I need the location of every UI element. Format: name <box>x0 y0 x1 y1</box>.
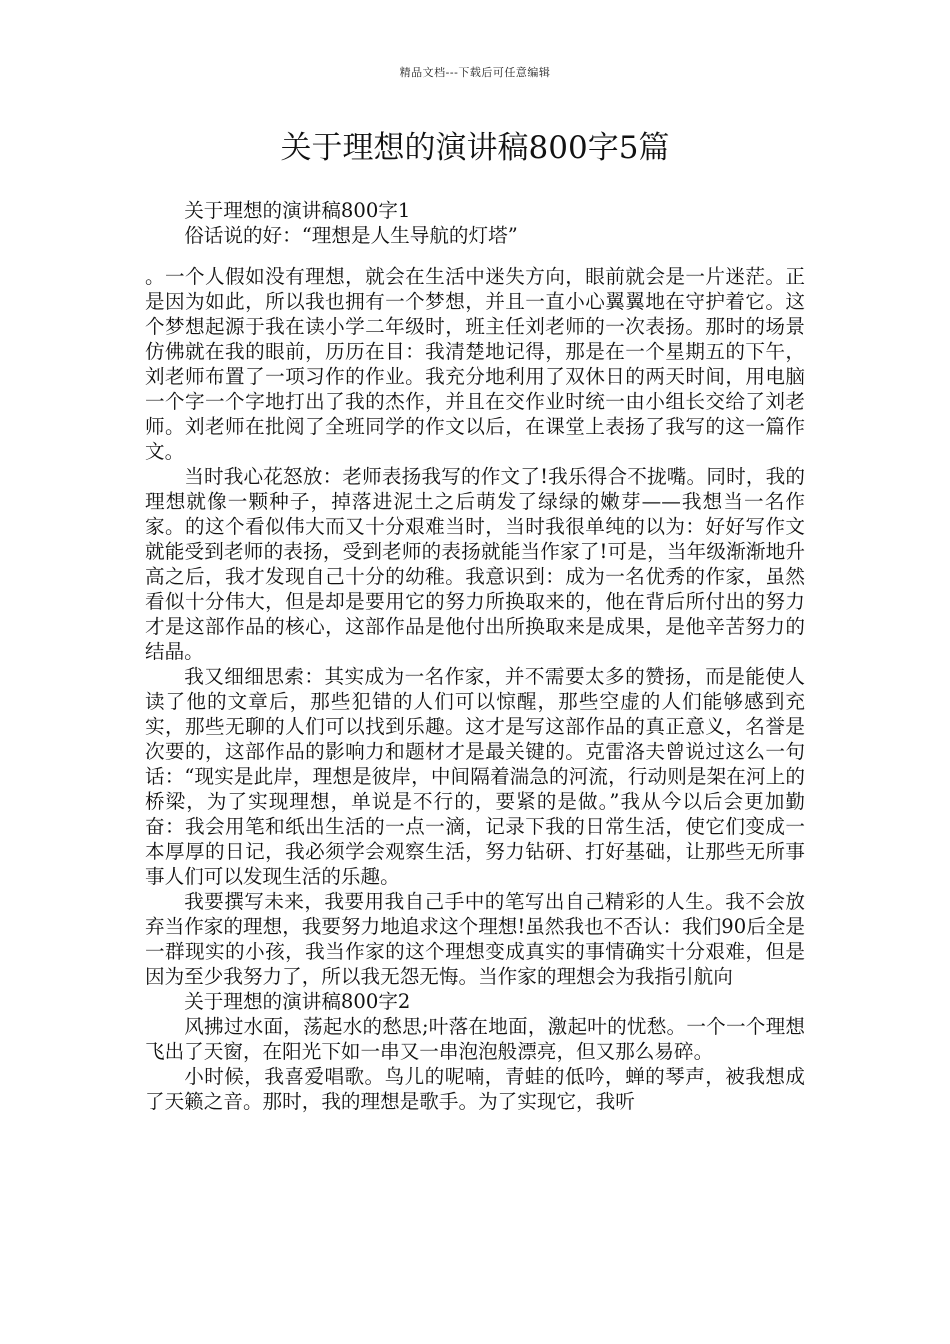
section-heading-1: 关于理想的演讲稿800字1 <box>184 199 411 222</box>
section-heading-2: 关于理想的演讲稿800字2 <box>184 990 411 1013</box>
document-title: 关于理想的演讲稿800字5篇 <box>280 130 670 166</box>
paragraph: 小时候，我喜爱唱歌。鸟儿的呢喃，青蛙的低吟，蝉的琴声，被我想成了天籁之音。那时，我的理想是歌手。为了实现它，我听 <box>145 1065 805 1113</box>
paragraph: 我要撰写未来，我要用我自己手中的笔写出自己精彩的人生。我不会放弃当作家的理想，我要努力地追求这个理想!虽然我也不否认：我们90后全是一群现实的小孩，我当作家的这个理想变成真实的事情确实十分艰难，但是因为至少我努力了，所以我无怨无悔。当作家的理想会为我指引航向 <box>145 890 805 988</box>
paragraph: 我又细细思索：其实成为一名作家，并不需要太多的赞扬，而是能使人读了他的文章后，那些犯错的人们可以惊醒，那些空虚的人们能够感到充实，那些无聊的人们可以找到乐趣。这才是写这部作品的真正意义，名誉是次要的，这部作品的影响力和题材才是最关键的。克雷洛夫曾说过这么一句话：“现实是此岸，理想是彼岸，中间隔着湍急的河流，行动则是架在河上的桥梁，为了实现理想，单说是不行的，要紧的是做。”我从今以后会更加勤奋：我会用笔和纸出生活的一点一滴，记录下我的日常生活，使它们变成一本厚厚的日记，我必须学会观察生活，努力钻研、打好基础，让那些无所事事人们可以发现生活的乐趣。 <box>145 665 805 888</box>
document-body <box>145 198 805 1114</box>
paragraph: 。一个人假如没有理想，就会在生活中迷失方向，眼前就会是一片迷茫。正是因为如此，所以我也拥有一个梦想，并且一直小心翼翼地在守护着它。这个梦想起源于我在读小学二年级时，班主任刘老师的一次表扬。那时的场景仿佛就在我的眼前，历历在目：我清楚地记得，那是在一个星期五的下午，刘老师布置了一项习作的作业。我充分地利用了双休日的两天时间，用电脑一个字一个字地打出了我的杰作，并且在交作业时统一由小组长交给了刘老师。刘老师在批阅了全班同学的作文以后，在课堂上表扬了我写的这一篇作文。 <box>145 265 805 463</box>
paragraph: 风拂过水面，荡起水的愁思;叶落在地面，激起叶的忧愁。一个一个理想飞出了天窗，在阳光下如一串又一串泡泡般漂亮，但又那么易碎。 <box>145 1015 805 1063</box>
paragraph: 俗话说的好：“理想是人生导航的灯塔” <box>184 224 518 247</box>
header-note: 精品文档---下载后可任意编辑 <box>399 66 551 79</box>
paragraph: 当时我心花怒放：老师表扬我写的作文了!我乐得合不拢嘴。同时，我的理想就像一颗种子，掉落进泥土之后萌发了绿绿的嫩芽——我想当一名作家。的这个看似伟大而又十分艰难当时，当时我很单纯的以为：好好写作文就能受到老师的表扬，受到老师的表扬就能当作家了!可是，当年级渐渐地升高之后，我才发现自己十分的幼稚。我意识到：成为一名优秀的作家，虽然看似十分伟大，但是却是要用它的努力所换取来的，他在背后所付出的努力才是这部作品的核心，这部作品是他付出所换取来是成果，是他辛苦努力的结晶。 <box>145 465 805 663</box>
